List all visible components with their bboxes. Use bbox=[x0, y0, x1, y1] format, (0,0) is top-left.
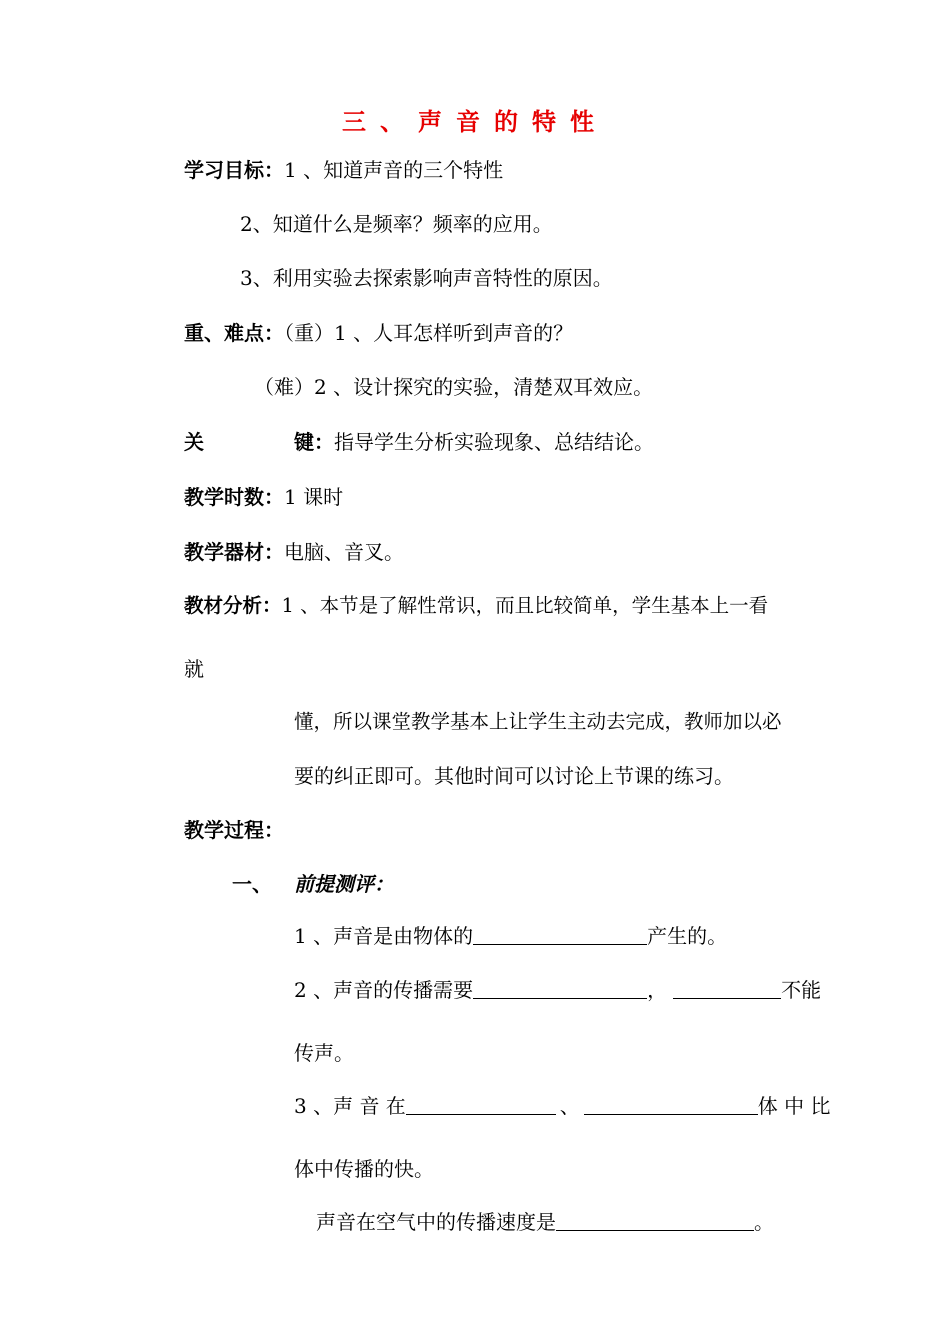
key-row bbox=[294, 432, 654, 452]
key-point-2: （难）2 、设计探究的实验，清楚双耳效应。 bbox=[254, 375, 654, 399]
materials-label: 教学器材： bbox=[184, 540, 284, 564]
answer-blank-6[interactable] bbox=[556, 1212, 754, 1231]
section-1-title: 前提测评： bbox=[294, 872, 394, 896]
hours-row bbox=[184, 487, 343, 507]
materials-text: 电脑、音叉。 bbox=[284, 540, 404, 564]
question-2-text-b: ， bbox=[647, 978, 668, 1002]
key-points-label: 重、难点： bbox=[184, 321, 284, 345]
question-3 bbox=[294, 1096, 831, 1116]
objective-item-3: 3、利用实验去探索影响声音特性的原因。 bbox=[240, 266, 613, 290]
document-title: 三、声音的特性 bbox=[342, 108, 608, 136]
analysis-line-4: 要的纠正即可。其他时间可以讨论上节课的练习。 bbox=[294, 764, 734, 788]
question-3-text-d: 体中传播的快。 bbox=[294, 1157, 434, 1181]
question-2 bbox=[294, 980, 821, 1000]
key-label-b: 键： bbox=[294, 430, 334, 454]
answer-blank-5[interactable] bbox=[584, 1096, 758, 1115]
hours-text: 1 课时 bbox=[284, 485, 344, 509]
key-points-row bbox=[184, 323, 573, 343]
answer-blank-2[interactable] bbox=[473, 980, 647, 999]
analysis-label: 教材分析： bbox=[184, 594, 282, 617]
answer-blank-3[interactable] bbox=[673, 980, 781, 999]
question-2-text-c: 不能 bbox=[781, 978, 822, 1002]
analysis-line-3: 懂，所以课堂教学基本上让学生主动去完成，教师加以必 bbox=[294, 710, 782, 733]
answer-blank-1[interactable] bbox=[473, 926, 647, 945]
question-2-text-d: 传声。 bbox=[294, 1041, 354, 1065]
objective-item-1: 1 、知道声音的三个特性 bbox=[284, 158, 504, 182]
section-1-number: 一、 bbox=[232, 872, 272, 896]
process-label: 教学过程： bbox=[184, 818, 284, 842]
key-point-1: （重）1 、人耳怎样听到声音的？ bbox=[284, 321, 574, 345]
objectives-row bbox=[184, 160, 503, 180]
question-4 bbox=[316, 1212, 774, 1232]
key-text: 指导学生分析实验现象、总结结论。 bbox=[334, 430, 654, 454]
key-label-a: 关 bbox=[184, 430, 204, 454]
question-2-text-a: 2 、声音的传播需要 bbox=[294, 978, 474, 1002]
answer-blank-4[interactable] bbox=[406, 1096, 556, 1115]
materials-row bbox=[184, 542, 404, 562]
question-1-text-b: 产生的。 bbox=[647, 924, 728, 948]
question-3-text-c: 体 中 比 bbox=[757, 1094, 831, 1118]
analysis-line-2: 就 bbox=[184, 657, 204, 681]
objective-item-2: 2、知道什么是频率？频率的应用。 bbox=[240, 212, 553, 236]
hours-label: 教学时数： bbox=[184, 485, 284, 509]
question-4-text-b: 。 bbox=[754, 1210, 774, 1234]
analysis-line-1: 1 、本节是了解性常识，而且比较简单，学生基本上一看 bbox=[281, 594, 769, 617]
question-4-text-a: 声音在空气中的传播速度是 bbox=[316, 1210, 556, 1234]
question-3-text-b: 、 bbox=[559, 1094, 580, 1118]
question-3-text-a: 3 、声 音 在 bbox=[294, 1094, 406, 1118]
analysis-row bbox=[184, 596, 848, 616]
question-1-text-a: 1 、声音是由物体的 bbox=[294, 924, 474, 948]
question-1 bbox=[294, 926, 727, 946]
objectives-label: 学习目标： bbox=[184, 158, 284, 182]
